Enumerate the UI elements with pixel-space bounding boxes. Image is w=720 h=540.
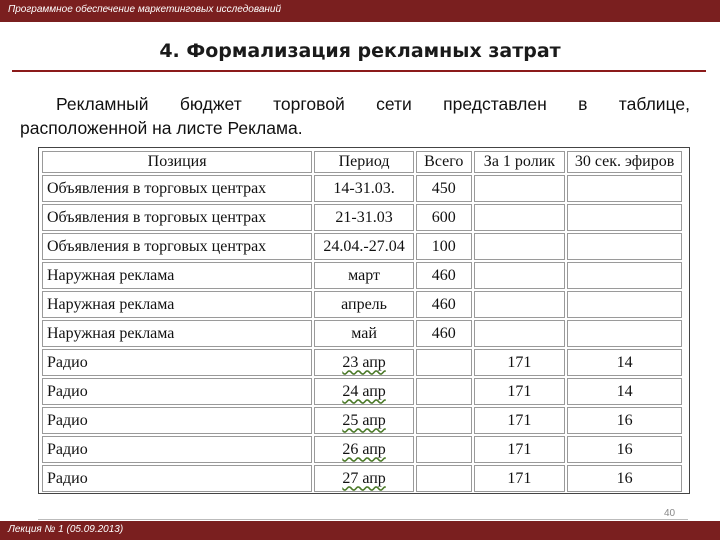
table-cell	[314, 378, 414, 405]
table-cell: 460	[416, 320, 472, 347]
table-cell	[314, 436, 414, 463]
column-header: Период	[314, 151, 414, 173]
table-row	[42, 320, 682, 347]
table-cell: Радио	[42, 407, 312, 434]
table-cell	[474, 262, 565, 289]
table-row	[42, 436, 682, 463]
table-cell	[416, 436, 472, 463]
paragraph-line-1	[20, 92, 690, 116]
paragraph-word: представлен	[443, 94, 547, 114]
footer-divider	[38, 519, 688, 520]
table-cell	[474, 291, 565, 318]
paragraph-word: таблице,	[618, 94, 690, 114]
table-cell	[567, 175, 682, 202]
paragraph-word: в	[578, 94, 588, 114]
table-cell: 460	[416, 291, 472, 318]
table-cell	[314, 465, 414, 492]
table-cell: 171	[474, 349, 565, 376]
table-cell: Объявления в торговых центрах	[42, 175, 312, 202]
table-cell	[416, 465, 472, 492]
table-row	[42, 204, 682, 231]
table-cell: март	[314, 262, 414, 289]
paragraph-word: сети	[376, 94, 412, 114]
table-cell	[416, 349, 472, 376]
table-cell: 171	[474, 465, 565, 492]
paragraph-word: бюджет	[179, 94, 242, 114]
table-cell: Наружная реклама	[42, 262, 312, 289]
table-cell	[474, 175, 565, 202]
table-cell: Радио	[42, 465, 312, 492]
table-cell: Радио	[42, 349, 312, 376]
ad-budget-table-frame	[38, 147, 690, 494]
column-header: Всего	[416, 151, 472, 173]
paragraph-line-2: расположенной на листе Реклама.	[20, 118, 303, 138]
table-cell	[416, 378, 472, 405]
table-cell: Наружная реклама	[42, 320, 312, 347]
table-cell	[314, 407, 414, 434]
table-cell: апрель	[314, 291, 414, 318]
table-cell: 450	[416, 175, 472, 202]
table-cell: Радио	[42, 378, 312, 405]
table-cell: 460	[416, 262, 472, 289]
table-row	[42, 233, 682, 260]
table-cell: 16	[567, 407, 682, 434]
slide-title: 4. Формализация рекламных затрат	[159, 40, 561, 62]
table-cell	[567, 291, 682, 318]
table-row	[42, 291, 682, 318]
table-cell	[474, 320, 565, 347]
table-cell: 171	[474, 378, 565, 405]
paragraph-word: торговой	[273, 94, 345, 114]
table-cell: Объявления в торговых центрах	[42, 233, 312, 260]
period-text: 26 апр	[342, 440, 386, 458]
table-cell: 14	[567, 378, 682, 405]
table-cell: 600	[416, 204, 472, 231]
table-cell	[474, 204, 565, 231]
table-cell: 21-31.03	[314, 204, 414, 231]
bottom-banner	[0, 521, 720, 540]
period-text: 25 апр	[342, 411, 386, 429]
table-cell	[567, 204, 682, 231]
table-cell	[314, 349, 414, 376]
table-row	[42, 407, 682, 434]
paragraph-word: Рекламный	[56, 94, 149, 114]
table-cell: май	[314, 320, 414, 347]
table-row	[42, 378, 682, 405]
table-cell: 171	[474, 436, 565, 463]
table-cell: 16	[567, 465, 682, 492]
table-cell	[567, 320, 682, 347]
table-cell: Наружная реклама	[42, 291, 312, 318]
title-divider	[12, 70, 706, 72]
table-cell: Объявления в торговых центрах	[42, 204, 312, 231]
table-cell: 16	[567, 436, 682, 463]
table-row	[42, 349, 682, 376]
column-header: 30 сек. эфиров	[567, 151, 682, 173]
table-cell	[567, 233, 682, 260]
intro-paragraph	[20, 92, 690, 140]
period-text: 23 апр	[342, 353, 386, 371]
table-cell	[567, 262, 682, 289]
table-cell: 24.04.-27.04	[314, 233, 414, 260]
table-row	[42, 175, 682, 202]
column-header: За 1 ролик	[474, 151, 565, 173]
table-header-row	[42, 151, 682, 173]
lecture-label: Лекция № 1 (05.09.2013)	[8, 524, 124, 535]
table-cell: 14-31.03.	[314, 175, 414, 202]
table-cell: 100	[416, 233, 472, 260]
banner-text: Программное обеспечение маркетинговых исследований	[8, 4, 282, 15]
column-header: Позиция	[42, 151, 312, 173]
period-text: 27 апр	[342, 469, 386, 487]
table-body	[42, 175, 682, 492]
table-row	[42, 262, 682, 289]
table-cell	[474, 233, 565, 260]
table-cell: 171	[474, 407, 565, 434]
table-row	[42, 465, 682, 492]
table-cell	[416, 407, 472, 434]
page-number: 40	[664, 508, 676, 519]
table-cell: Радио	[42, 436, 312, 463]
ad-budget-table	[40, 149, 684, 494]
table-cell: 14	[567, 349, 682, 376]
period-text: 24 апр	[342, 382, 386, 400]
top-banner	[0, 0, 720, 22]
